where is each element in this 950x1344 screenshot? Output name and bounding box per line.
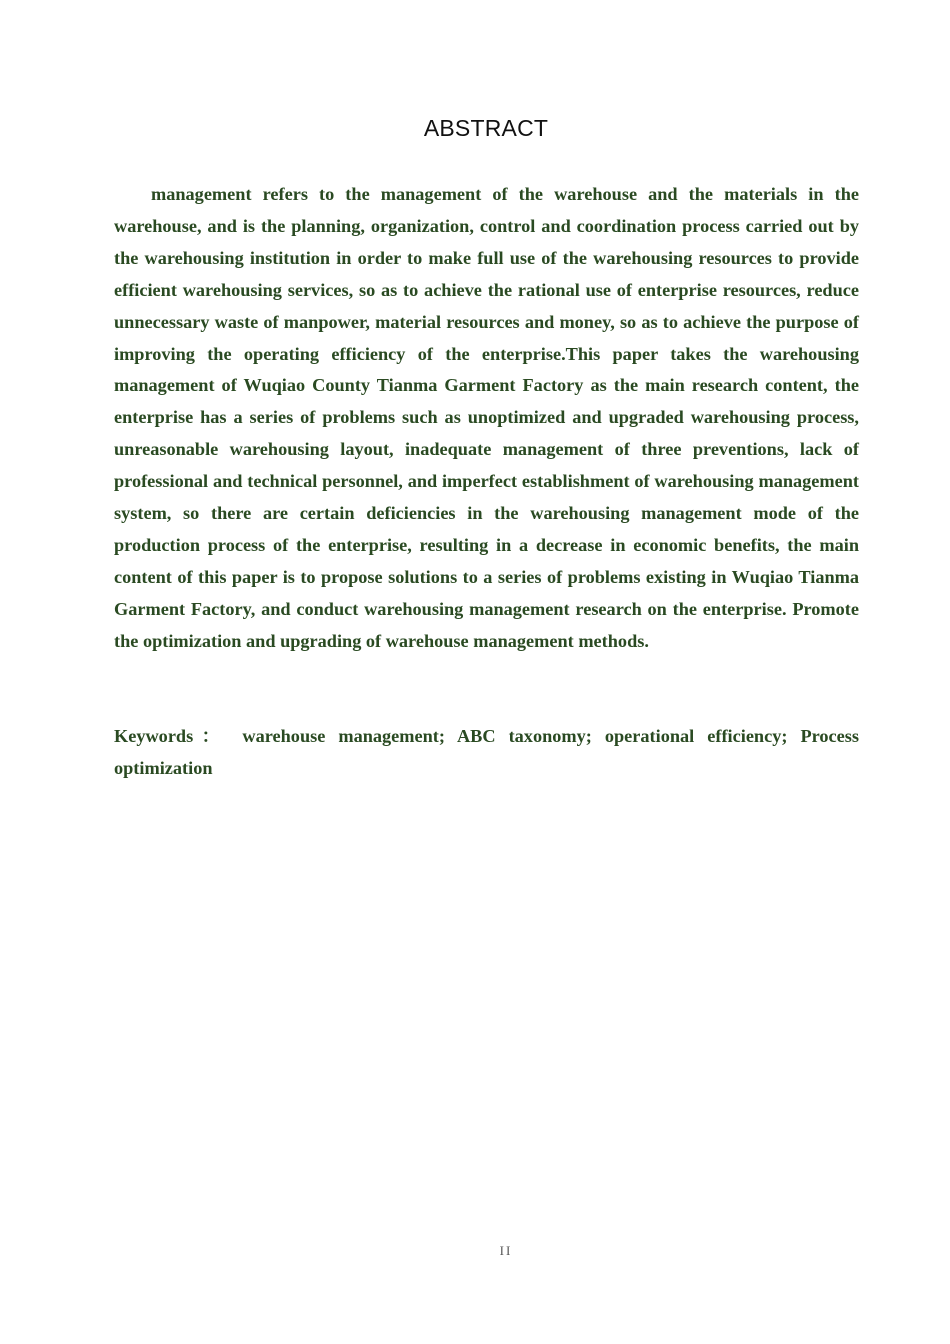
keywords-paragraph	[114, 721, 859, 785]
keywords-label: Keywords：	[114, 726, 229, 746]
abstract-title: ABSTRACT	[423, 115, 549, 141]
page-number: II	[499, 1243, 513, 1258]
keywords-list: warehouse management; ABC taxonomy; operational efficiency; Process optimization	[114, 726, 860, 778]
abstract-body: management refers to the management of the warehouse and the materials in the warehouse, and is the planning, organization, control and coordination process carried out by the warehousing institution in order to make full use of the warehousing resources to provide efficient warehousing services, so as to achieve the rational use of enterprise resources, reduce unnecessary waste of manpower, material resources and money, so as to achieve the purpose of improving the operating efficiency of the enterprise.This paper takes the warehousing management of Wuqiao County Tianma Garment Factory as the main research content, the enterprise has a series of problems such as unoptimized and upgraded warehousing process, unreasonable warehousing layout, inadequate management of three preventions, lack of professional and technical personnel, and imperfect establishment of warehousing management system, so there are certain deficiencies in the warehousing management mode of the production process of the enterprise, resulting in a decrease in economic benefits, the main content of this paper is to propose solutions to a series of problems existing in Wuqiao Tianma Garment Factory, and conduct warehousing management research on the enterprise. Promote the optimization and upgrading of warehouse management methods.	[114, 184, 859, 651]
